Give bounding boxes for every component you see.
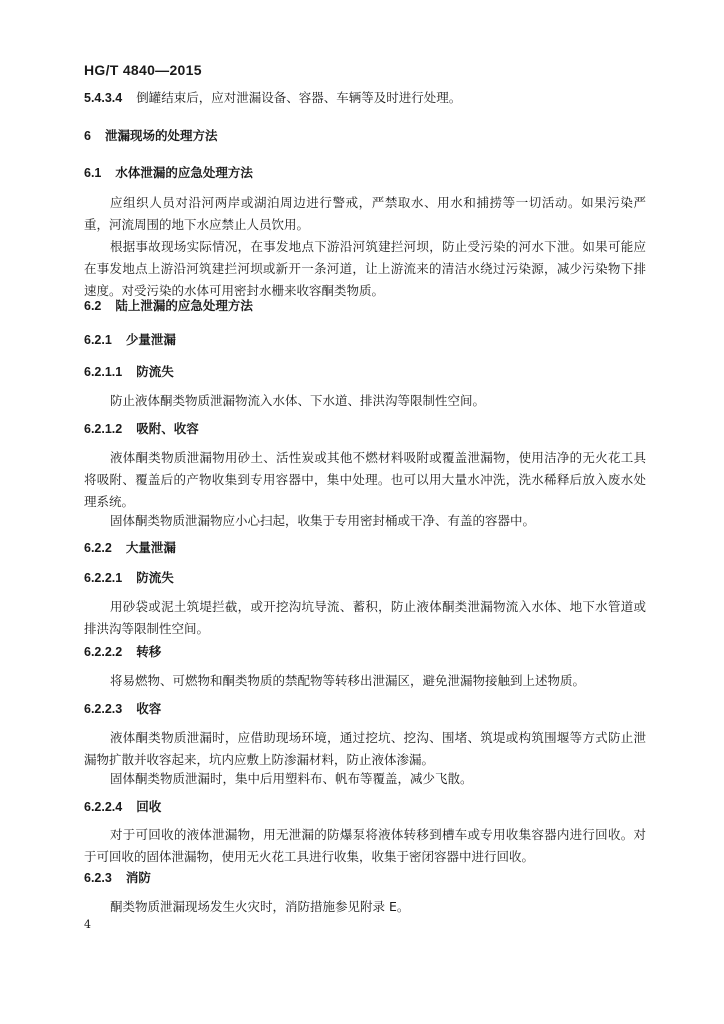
clause-text: 倒罐结束后，应对泄漏设备、容器、车辆等及时进行处理。 <box>136 90 462 105</box>
section-number: 6.2.1.1 <box>84 365 123 379</box>
section-6-2-2-4-heading <box>84 797 646 817</box>
section-title: 防流失 <box>136 364 174 379</box>
section-title: 少量泄漏 <box>125 332 176 347</box>
section-number: 6.2 <box>84 299 102 313</box>
section-title: 收容 <box>136 701 162 716</box>
section-number: 6.2.2.1 <box>84 571 123 585</box>
section-6-2-1-1-heading <box>84 362 646 382</box>
section-6-2-1-heading <box>84 330 646 350</box>
section-title: 回收 <box>136 799 162 814</box>
section-number: 6.2.2.3 <box>84 702 123 716</box>
section-title: 大量泄漏 <box>125 540 176 555</box>
section-number: 6.2.1 <box>84 333 112 347</box>
section-number: 6.2.2.2 <box>84 645 123 659</box>
section-6-2-2-3-heading <box>84 699 646 719</box>
paragraph-6-1-a: 应组织人员对沿河两岸或湖泊周边进行警戒，严禁取水、用水和捕捞等一切活动。如果污染严重，河流周围的地下水应禁止人员饮用。 <box>84 195 646 232</box>
section-title: 水体泄漏的应急处理方法 <box>115 165 253 180</box>
paragraph-6-2-2-3-a: 液体酮类物质泄漏时，应借助现场环境，通过挖坑、挖沟、围堵、筑堤或构筑围堰等方式防止泄漏物扩散并收容起来，坑内应敷上防渗漏材料，防止液体渗漏。 <box>84 730 646 767</box>
section-6-2-2-heading <box>84 538 646 558</box>
section-title: 泄漏现场的处理方法 <box>104 128 218 143</box>
section-number: 6.2.2.4 <box>84 800 123 814</box>
paragraph-6-2-2-2: 将易燃物、可燃物和酮类物质的禁配物等转移出泄漏区，避免泄漏物接触到上述物质。 <box>110 673 586 688</box>
section-6-2-heading <box>84 296 646 316</box>
standard-code: HG/T 4840—2015 <box>84 62 202 78</box>
section-6-1-heading <box>84 163 646 183</box>
section-number: 6.2.1.2 <box>84 422 123 436</box>
section-title: 转移 <box>136 644 162 659</box>
paragraph-6-2-1-1: 防止液体酮类物质泄漏物流入水体、下水道、排洪沟等限制性空间。 <box>110 393 486 408</box>
paragraph-6-2-3: 酮类物质泄漏现场发生火灾时，消防措施参见附录 E。 <box>110 899 410 914</box>
section-title: 消防 <box>125 870 151 885</box>
clause-number: 5.4.3.4 <box>84 91 123 105</box>
page-number: 4 <box>84 918 91 931</box>
section-6-2-2-2-heading <box>84 642 646 662</box>
section-title: 吸附、收容 <box>136 421 199 436</box>
paragraph-6-2-2-1: 用砂袋或泥土筑堤拦截，或开挖沟坑导流、蓄积，防止液体酮类泄漏物流入水体、地下水管道或排洪沟等限制性空间。 <box>84 599 646 636</box>
section-number: 6 <box>84 129 91 143</box>
clause-5-4-3-4 <box>84 88 646 108</box>
section-number: 6.2.3 <box>84 871 112 885</box>
section-title: 陆上泄漏的应急处理方法 <box>115 298 253 313</box>
section-6-2-1-2-heading <box>84 419 646 439</box>
paragraph-6-2-1-2-a: 液体酮类物质泄漏物用砂土、活性炭或其他不燃材料吸附或覆盖泄漏物，使用洁净的无火花工具将吸附、覆盖后的产物收集到专用容器中，集中处理。也可以用大量水冲洗，洗水稀释后放入废水处理系统。 <box>84 450 646 509</box>
section-6-2-3-heading <box>84 868 646 888</box>
paragraph-6-2-2-4: 对于可回收的液体泄漏物，用无泄漏的防爆泵将液体转移到槽车或专用收集容器内进行回收。对于可回收的固体泄漏物，使用无火花工具进行收集，收集于密闭容器中进行回收。 <box>84 827 646 864</box>
paragraph-6-1-b: 根据事故现场实际情况，在事发地点下游沿河筑建拦河坝，防止受污染的河水下泄。如果可能应在事发地点上游沿河筑建拦河坝或新开一条河道，让上游流来的清洁水绕过污染源，减少污染物下排速度。对受污染的水体可用密封水栅来收容酮类物质。 <box>84 239 646 298</box>
paragraph-6-2-2-3-b: 固体酮类物质泄漏时，集中后用塑料布、帆布等覆盖，减少飞散。 <box>110 771 473 786</box>
section-title: 防流失 <box>136 570 174 585</box>
section-6-heading <box>84 126 646 146</box>
paragraph-6-2-1-2-b: 固体酮类物质泄漏物应小心扫起，收集于专用密封桶或干净、有盖的容器中。 <box>110 513 536 528</box>
section-6-2-2-1-heading <box>84 568 646 588</box>
section-number: 6.1 <box>84 166 102 180</box>
section-number: 6.2.2 <box>84 541 112 555</box>
